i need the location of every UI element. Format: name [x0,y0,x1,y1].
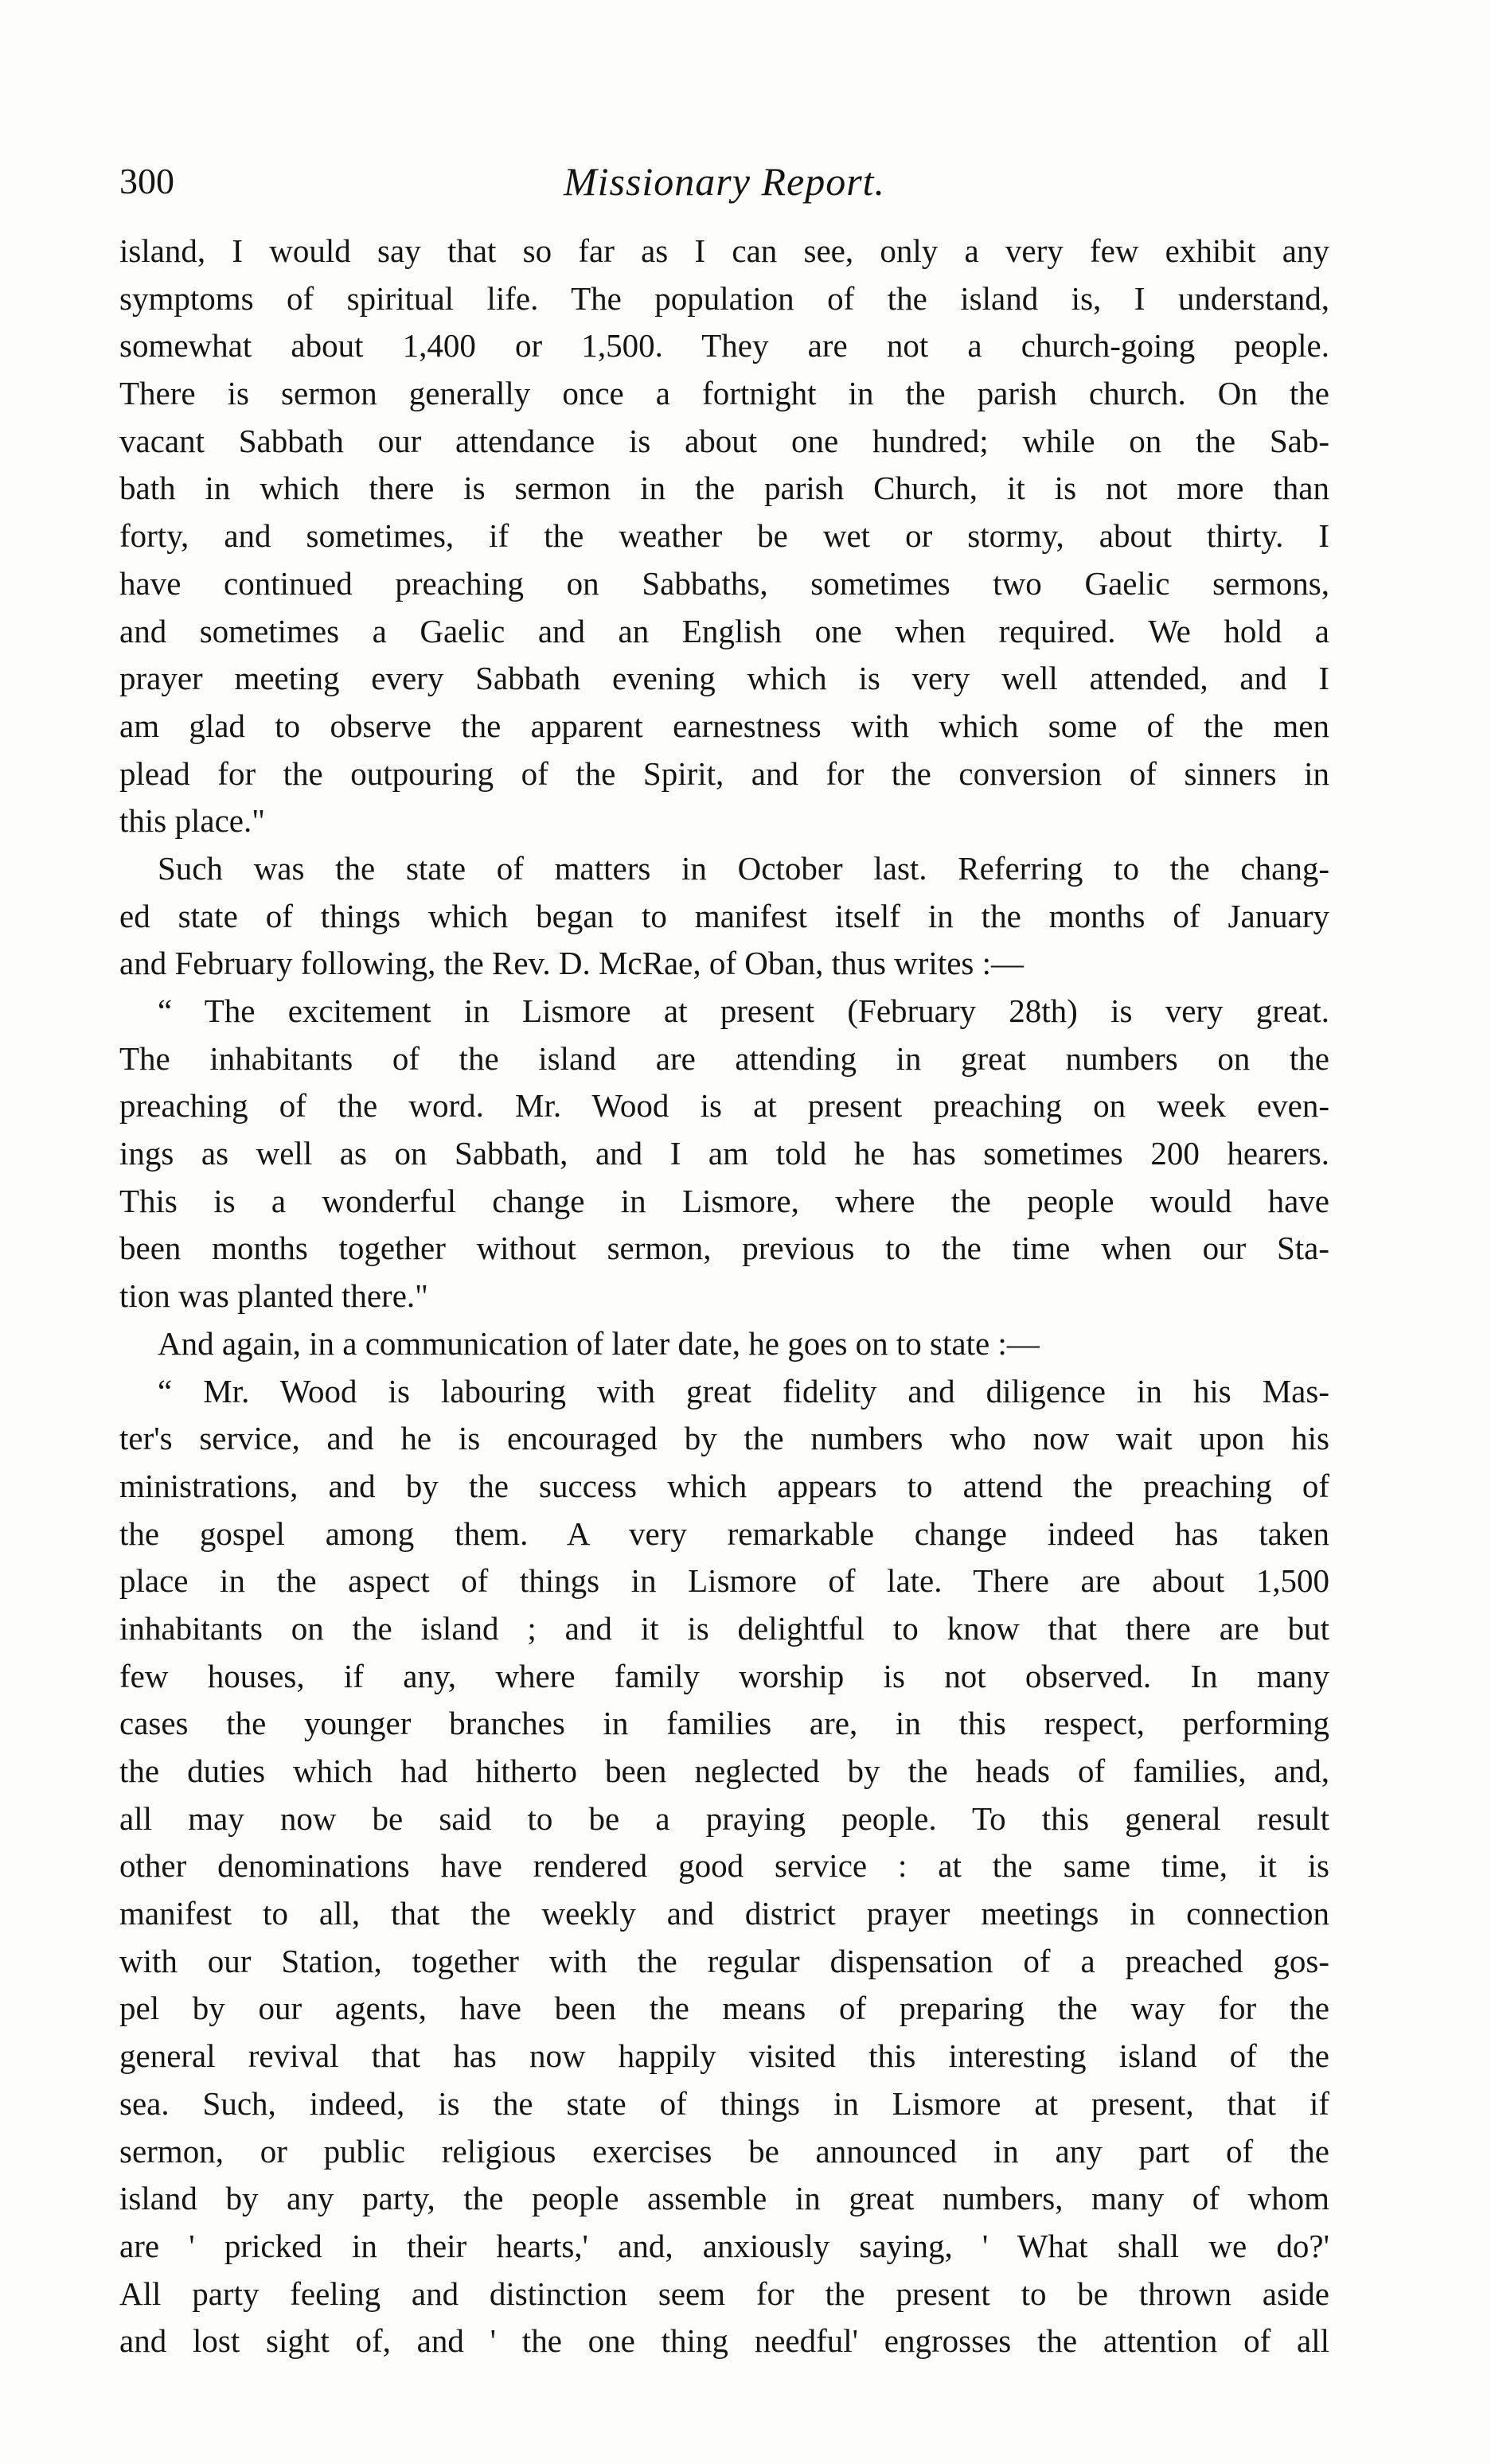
text-line: manifest to all, that the weekly and district prayer meetings in connection [119,1895,1329,1932]
text-line: “ Mr. Wood is labouring with great fidelity and diligence in his Mas- [158,1372,1329,1409]
body-text [119,228,1329,2365]
text-line: The inhabitants of the island are attending in great numbers on the [119,1039,1329,1077]
text-line: somewhat about 1,400 or 1,500. They are not a church-going people. [119,327,1329,365]
text-line: tion was planted there." [119,1277,428,1315]
text-line: All party feeling and distinction seem for the present to be thrown aside [119,2275,1329,2312]
text-line: ministrations, and by the success which appears to attend the preaching of [119,1467,1329,1504]
text-line: And again, in a communication of later date, he goes on to state :— [158,1324,1040,1362]
text-line: bath in which there is sermon in the parish Church, it is not more than [119,470,1329,507]
text-line: prayer meeting every Sabbath evening which is very well attended, and I [119,660,1329,697]
text-line: have continued preaching on Sabbaths, sometimes two Gaelic sermons, [119,564,1329,602]
text-line: This is a wonderful change in Lismore, where the people would have [119,1182,1329,1219]
text-line: with our Station, together with the regular dispensation of a preached gos- [119,1942,1329,1979]
text-line: There is sermon generally once a fortnight in the parish church. On the [119,375,1329,412]
text-line: the duties which had hitherto been neglected by the heads of families, and, [119,1752,1329,1789]
text-line: island, I would say that so far as I can see, only a very few exhibit any [119,232,1329,269]
text-line: “ The excitement in Lismore at present (February 28th) is very great. [158,992,1329,1029]
text-line: forty, and sometimes, if the weather be wet or stormy, about thirty. I [119,517,1329,555]
text-line: island by any party, the people assemble in great numbers, many of whom [119,2180,1329,2217]
text-line: and lost sight of, and ' the one thing needful' engrosses the attention of all [119,2322,1329,2360]
page-number: 300 [119,161,174,201]
text-line: place in the aspect of things in Lismore of late. There are about 1,500 [119,1562,1329,1600]
text-line: Such was the state of matters in October last. Referring to the chang- [158,849,1329,887]
text-line: symptoms of spiritual life. The population of the island is, I understand, [119,279,1329,317]
text-line: preaching of the word. Mr. Wood is at present preaching on week even- [119,1087,1329,1125]
text-line: and sometimes a Gaelic and an English one when required. We hold a [119,612,1329,649]
text-line: plead for the outpouring of the Spirit, and for the conversion of sinners in [119,754,1329,792]
text-line: pel by our agents, have been the means of preparing the way for the [119,1990,1329,2027]
text-line: ings as well as on Sabbath, and I am told he has sometimes 200 hearers. [119,1135,1329,1172]
text-line: am glad to observe the apparent earnestness with which some of the men [119,707,1329,744]
text-line: cases the younger branches in families are, in this respect, performing [119,1705,1329,1742]
text-line: inhabitants on the island ; and it is delightful to know that there are but [119,1609,1329,1647]
page-header [119,153,1329,210]
running-title: Missionary Report. [563,159,886,204]
text-line: few houses, if any, where family worship is not observed. In many [119,1657,1329,1694]
text-line: been months together without sermon, previous to the time when our Sta- [119,1230,1329,1267]
text-line: ed state of things which began to manifest itself in the months of January [119,897,1329,934]
text-line: ter's service, and he is encouraged by the numbers who now wait upon his [119,1420,1329,1457]
text-line: this place." [119,802,265,840]
text-line: sea. Such, indeed, is the state of things in Lismore at present, that if [119,2084,1329,2122]
text-line: vacant Sabbath our attendance is about one hundred; while on the Sab- [119,422,1329,459]
text-line: and February following, the Rev. D. McRae, of Oban, thus writes :— [119,945,1025,982]
text-line: general revival that has now happily visited this interesting island of the [119,2037,1329,2075]
text-line: are ' pricked in their hearts,' and, anxiously saying, ' What shall we do?' [119,2227,1329,2264]
text-line: other denominations have rendered good service : at the same time, it is [119,1847,1329,1885]
text-line: sermon, or public religious exercises be announced in any part of the [119,2132,1329,2170]
text-line: the gospel among them. A very remarkable change indeed has taken [119,1515,1329,1552]
text-line: all may now be said to be a praying people. To this general result [119,1799,1329,1837]
